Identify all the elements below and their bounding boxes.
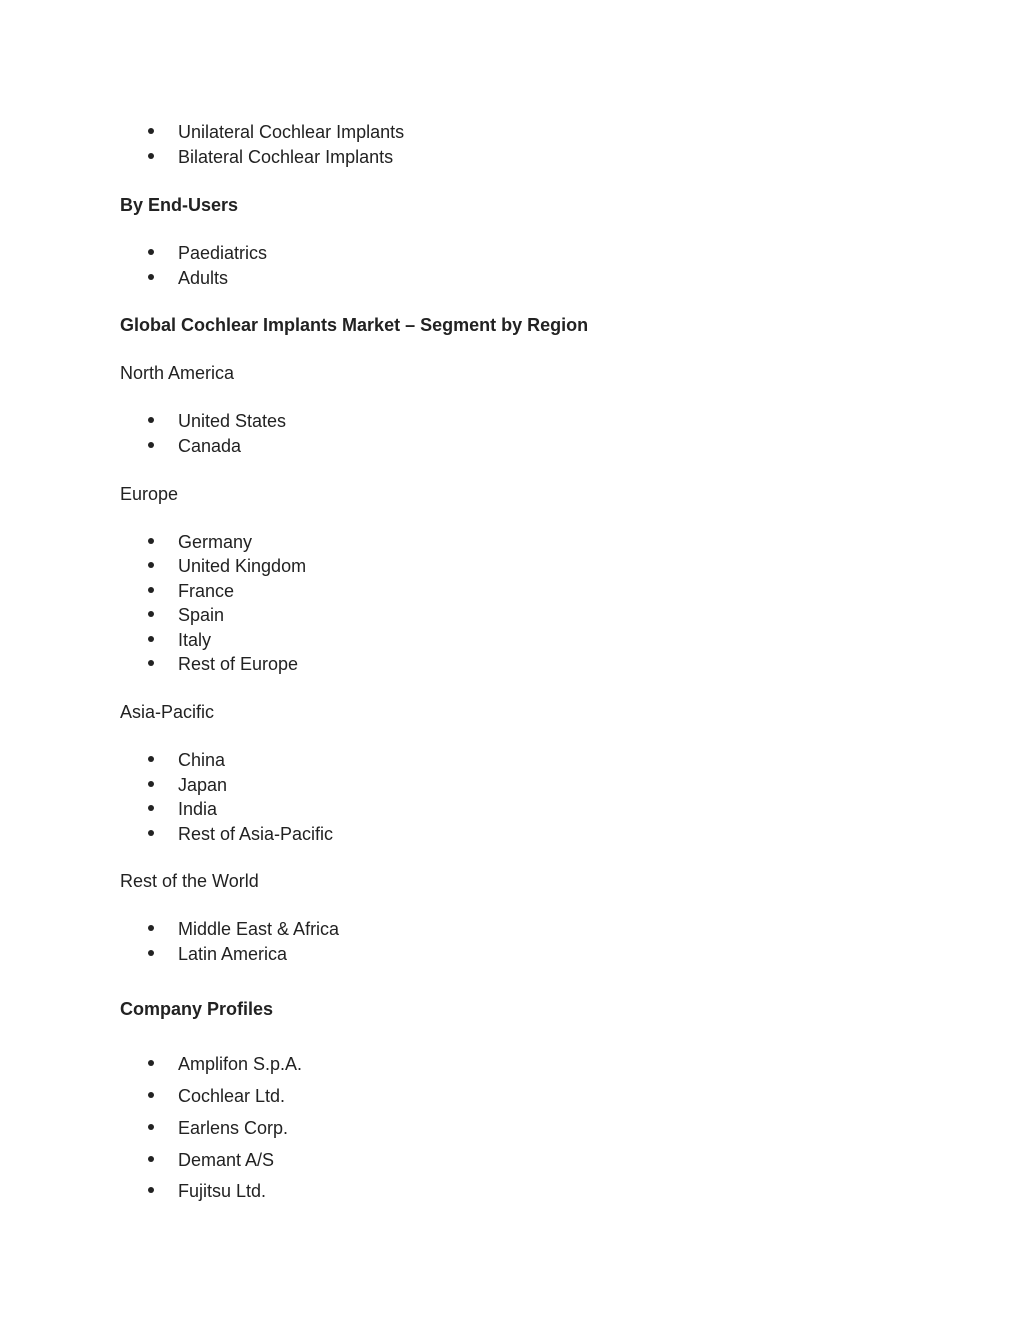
list-item: Earlens Corp. [148,1116,288,1140]
list-item: Spain [148,603,224,627]
bullet-icon [148,805,154,811]
list-item: France [148,579,234,603]
region-heading-europe: Europe [120,484,179,504]
list-item: China [148,748,225,772]
region-heading-asia-pacific: Asia-Pacific [120,702,215,722]
region-heading-rest-of-world: Rest of the World [120,871,259,891]
bullet-icon [148,1156,154,1162]
bullet-icon [148,274,154,280]
list-item: Bilateral Cochlear Implants [148,145,393,169]
list-item: Canada [148,434,241,458]
section-heading-end-users: By End-Users [120,195,239,215]
bullet-icon [148,950,154,956]
bullet-icon [148,128,154,134]
bullet-icon [148,417,154,423]
bullet-icon [148,538,154,544]
list-item: United States [148,409,286,433]
bullet-icon [148,830,154,836]
list-item: Amplifon S.p.A. [148,1052,302,1076]
bullet-icon [148,153,154,159]
section-heading-region: Global Cochlear Implants Market – Segment by Region [120,315,589,335]
list-item: Italy [148,628,211,652]
bullet-icon [148,636,154,642]
list-item: India [148,797,217,821]
list-item: Latin America [148,942,287,966]
bullet-icon [148,756,154,762]
list-item: Cochlear Ltd. [148,1084,285,1108]
bullet-icon [148,611,154,617]
region-heading-north-america: North America [120,363,235,383]
bullet-icon [148,1124,154,1130]
bullet-icon [148,587,154,593]
bullet-icon [148,562,154,568]
bullet-icon [148,249,154,255]
bullet-icon [148,660,154,666]
bullet-icon [148,1060,154,1066]
bullet-icon [148,442,154,448]
list-item: Fujitsu Ltd. [148,1179,266,1203]
list-item: Demant A/S [148,1148,274,1172]
section-heading-company-profiles: Company Profiles [120,999,274,1019]
list-item: Middle East & Africa [148,917,339,941]
list-item: Rest of Europe [148,652,298,676]
bullet-icon [148,781,154,787]
list-item: United Kingdom [148,554,306,578]
list-item: Paediatrics [148,241,267,265]
bullet-icon [148,1092,154,1098]
bullet-icon [148,925,154,931]
list-item: Rest of Asia-Pacific [148,822,333,846]
list-item: Japan [148,773,227,797]
list-item: Unilateral Cochlear Implants [148,120,404,144]
list-item: Adults [148,266,228,290]
bullet-icon [148,1187,154,1193]
list-item: Germany [148,530,252,554]
